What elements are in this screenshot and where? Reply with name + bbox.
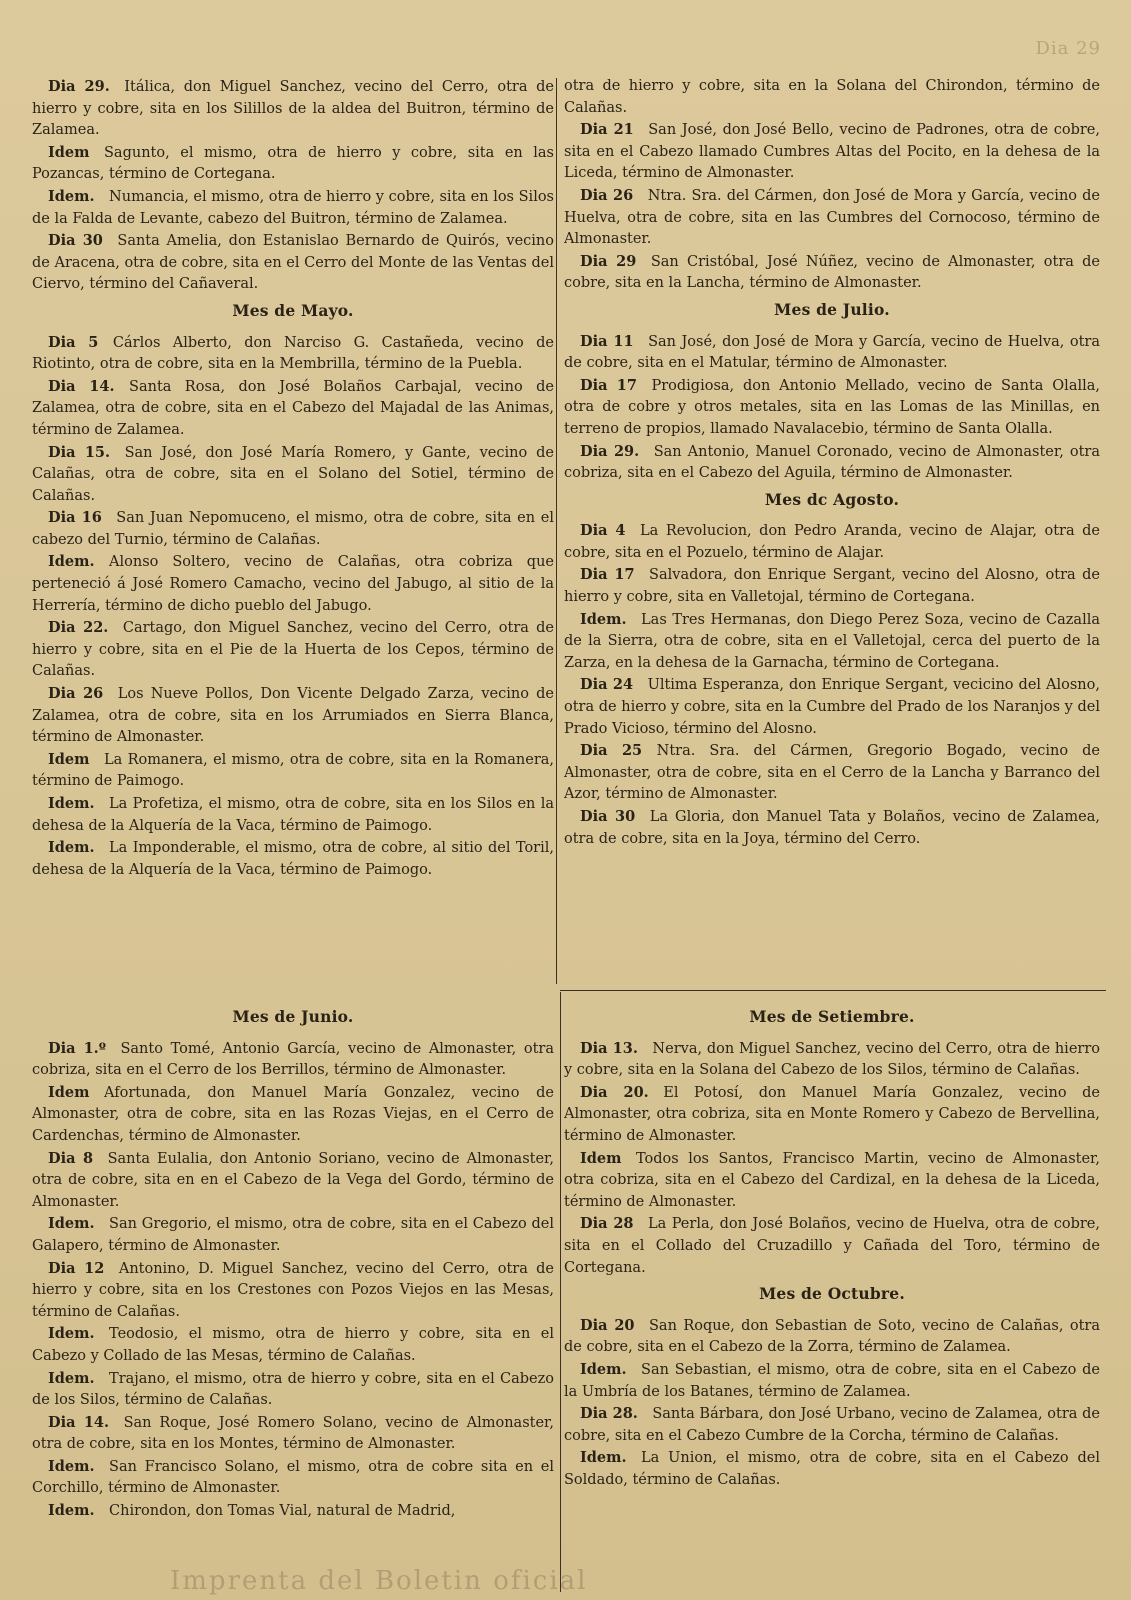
- mine-registry-entry: [32, 1412, 554, 1456]
- mine-registry-entry: [32, 793, 554, 837]
- entry-date: Dia 8: [48, 1149, 94, 1167]
- mine-registry-entry: [32, 332, 554, 376]
- entry-date: Dia 26: [48, 685, 104, 703]
- mine-registry-entry: [564, 1315, 1100, 1359]
- mine-registry-entry: [564, 674, 1100, 740]
- entry-date: Idem.: [48, 1369, 95, 1387]
- mine-registry-entry: [564, 1403, 1100, 1447]
- entry-text: Ultima Esperanza, don Enrique Sergant, vecicino del Alosno, otra de hierro y cobre, sita en la Cumbre del Prado de los Naranjos y del Prado Vicioso, término del Alosno.: [564, 677, 1100, 737]
- entry-date: Dia 11: [580, 332, 634, 350]
- entry-date: Idem.: [48, 1215, 95, 1233]
- entry-date: Dia 14.: [48, 377, 115, 395]
- mine-registry-entry: [32, 551, 554, 617]
- mine-registry-entry: [564, 441, 1100, 485]
- mine-registry-entry: [32, 1323, 554, 1367]
- entry-date: Idem.: [48, 553, 95, 571]
- entry-date: Dia 17: [580, 566, 635, 584]
- entry-date: Dia 28.: [580, 1405, 638, 1423]
- entry-date: Dia 29.: [48, 78, 110, 95]
- bleed-through-header: Dia 29: [1035, 38, 1101, 59]
- entry-text: Santa Eulalia, don Antonio Soriano, vecino de Almonaster, otra de cobre, sita en en el Cabezo de la Vega del Gordo, término de Almonaster.: [32, 1150, 554, 1210]
- mine-registry-entry: [32, 683, 554, 749]
- entry-text: San José, don José Bello, vecino de Padrones, otra de cobre, sita en el Cabezo llamado Cumbres Altas del Pocito, en la dehesa de la Liceda, término de Almonaster.: [564, 122, 1100, 182]
- column-right-lower: [564, 1002, 1100, 1598]
- mine-registry-entry: [564, 520, 1100, 564]
- entry-date: Dia 20.: [580, 1083, 649, 1101]
- mine-registry-entry: [32, 376, 554, 442]
- mine-registry-entry: [32, 1500, 554, 1523]
- mine-registry-entry: [32, 230, 554, 296]
- mine-registry-entry: [564, 1213, 1100, 1279]
- section-lower: [0, 1002, 1131, 1598]
- entry-text: Salvadora, don Enrique Sergant, vecino del Alosno, otra de hierro y cobre, sita en Valletojal, término de Cortegana.: [564, 567, 1100, 606]
- entry-date: Idem.: [48, 1502, 95, 1520]
- entry-date: Idem: [48, 1083, 90, 1101]
- entry-text: Numancia, el mismo, otra de hierro y cobre, sita en los Silos de la Falda de Levante, cabezo del Buitron, término de Zalamea.: [32, 188, 554, 227]
- entry-date: Idem: [48, 750, 90, 768]
- column-left-lower: [32, 1002, 554, 1598]
- entry-text: Ntra. Sra. del Cármen, Gregorio Bogado, vecino de Almonaster, otra de cobre, sita en el Cerro de la Lancha y Barranco del Azor, término de Almonaster.: [564, 743, 1100, 803]
- mine-registry-entry: [32, 1258, 554, 1324]
- entry-date: Dia 29.: [580, 442, 640, 460]
- entry-text: San José, don José de Mora y García, vecino de Huelva, otra de cobre, sita en el Matular, término de Almonaster.: [564, 333, 1100, 372]
- entry-text: Ntra. Sra. del Cármen, don José de Mora y García, vecino de Huelva, otra de cobre, sita en las Cumbres del Cornocoso, término de Almonaster.: [564, 187, 1100, 248]
- entry-text: Chirondon, don Tomas Vial, natural de Madrid,: [109, 1503, 456, 1520]
- mine-registry-entry: [564, 564, 1100, 608]
- entry-text: San Roque, José Romero Solano, vecino de Almonaster, otra de cobre, sita en los Montes, término de Almonaster.: [32, 1414, 554, 1453]
- mine-registry-entry: [564, 806, 1100, 850]
- entry-text: La Profetiza, el mismo, otra de cobre, sita en los Silos en la dehesa de la Alquería de la Vaca, término de Paimogo.: [32, 796, 554, 834]
- entry-date: Dia 14.: [48, 1413, 110, 1431]
- entry-text: Alonso Soltero, vecino de Calañas, otra cobriza que perteneció á José Romero Camacho, vecino del Jabugo, al sitio de la Herrería, término de dicho pueblo del Jabugo.: [32, 554, 554, 614]
- mine-registry-entry: [32, 1148, 554, 1214]
- month-heading: Mes de Junio.: [232, 1007, 354, 1026]
- entry-date: Dia 22.: [48, 619, 109, 637]
- entry-text: Todos los Santos, Francisco Martin, vecino de Almonaster, otra cobriza, sita en el Cabezo del Cardizal, en la dehesa de la Liceda, término de Almonaster.: [564, 1150, 1100, 1210]
- month-heading: Mes de Julio.: [774, 299, 890, 319]
- column-rule-upper: [556, 78, 557, 984]
- mine-registry-entry: [32, 142, 554, 186]
- entry-text: Afortunada, don Manuel María Gonzalez, vecino de Almonaster, otra de cobre, sita en las Rozas Viejas, en el Cerro de Cardenchas, término de Almonaster.: [32, 1084, 554, 1144]
- mine-registry-entry: [32, 749, 554, 793]
- entry-date: Dia 15.: [48, 443, 111, 461]
- mine-registry-entry: [564, 1148, 1100, 1214]
- section-upper: [0, 76, 1131, 992]
- entry-text: Santa Amelia, don Estanislao Bernardo de Quirós, vecino de Aracena, otra de cobre, sita en el Cerro del Monte de las Ventas del Ciervo, término del Cañaveral.: [32, 233, 554, 293]
- mine-registry-entry: [564, 740, 1100, 806]
- entry-date: Idem: [580, 1149, 622, 1167]
- entry-text: La Imponderable, el mismo, otra de cobre, al sitio del Toril, dehesa de la Alquería de la Vaca, término de Paimogo.: [32, 840, 554, 878]
- entry-text: San Francisco Solano, el mismo, otra de cobre sita en el Corchillo, término de Almonaster.: [32, 1458, 554, 1497]
- entry-date: Idem.: [48, 795, 95, 812]
- mine-registry-entry: [564, 1359, 1100, 1403]
- entry-text: Cárlos Alberto, don Narciso G. Castañeda, vecino de Riotinto, otra de cobre, sita en la Membrilla, término de la Puebla.: [32, 334, 554, 373]
- mine-registry-entry: [32, 837, 554, 881]
- month-heading: Mes dc Agosto.: [764, 489, 900, 509]
- entry-date: Dia 1.º: [48, 1039, 106, 1057]
- entry-text: San José, don José María Romero, y Gante, vecino de Calañas, otra de cobre, sita en el Solano del Sotiel, término de Calañas.: [32, 444, 554, 504]
- entry-text: San Sebastian, el mismo, otra de cobre, sita en el Cabezo de la Umbría de los Batanes, término de Zalamea.: [564, 1361, 1100, 1400]
- entry-text: La Perla, don José Bolaños, vecino de Huelva, otra de cobre, sita en el Collado del Cruzadillo y Cañada del Toro, término de Cortegana.: [564, 1216, 1100, 1276]
- entry-text: Sagunto, el mismo, otra de hierro y cobre, sita en las Pozancas, término de Cortegana.: [32, 144, 554, 183]
- entry-text: Teodosio, el mismo, otra de hierro y cobre, sita en el Cabezo y Collado de las Mesas, término de Calañas.: [32, 1326, 554, 1364]
- mine-registry-entry: [564, 1447, 1100, 1491]
- entry-date: Dia 16: [48, 509, 102, 527]
- mine-registry-entry: [32, 76, 554, 142]
- entry-date: Dia 30: [580, 808, 636, 825]
- month-heading: Mes de Octubre.: [759, 1284, 905, 1304]
- month-heading: Mes de Setiembre.: [749, 1007, 915, 1026]
- entry-text: San Gregorio, el mismo, otra de cobre, sita en el Cabezo del Galapero, término de Almonaster.: [32, 1216, 554, 1254]
- bleed-through-footer: Imprenta del Boletin oficial: [170, 1566, 588, 1596]
- mine-registry-entry: [564, 251, 1100, 295]
- mine-registry-entry: [564, 375, 1100, 441]
- column-right-upper: [564, 76, 1100, 992]
- entry-text: otra de hierro y cobre, sita en la Solana del Chirondon, término de Calañas.: [564, 78, 1100, 116]
- entry-text: Santa Rosa, don José Bolaños Carbajal, vecino de Zalamea, otra de cobre, sita en el Cabezo del Majadal de las Animas, término de Zalamea.: [32, 378, 554, 438]
- entry-date: Idem.: [580, 610, 627, 628]
- entry-date: Idem.: [48, 1457, 95, 1475]
- entry-text: San Roque, don Sebastian de Soto, vecino de Calañas, otra de cobre, sita en el Cabezo de la Zorra, término de Zalamea.: [564, 1317, 1100, 1356]
- column-left-upper: [32, 76, 554, 992]
- entry-text: Cartago, don Miguel Sanchez, vecino del Cerro, otra de hierro y cobre, sita en el Pie de la Huerta de los Cepos, término de Calañas.: [32, 620, 554, 680]
- entry-date: Dia 12: [48, 1259, 105, 1277]
- entry-text: Nerva, don Miguel Sanchez, vecino del Cerro, otra de hierro y cobre, sita en la Solana del Cabezo de los Silos, término de Calañas.: [564, 1040, 1100, 1079]
- mine-registry-entry: [32, 1368, 554, 1412]
- entry-date: Dia 25: [580, 742, 643, 760]
- entry-date: Dia 20: [580, 1316, 635, 1334]
- entry-text: Las Tres Hermanas, don Diego Perez Soza, vecino de Cazalla de la Sierra, otra de cobre, sita en el Valletojal, cerca del puerto de la Zarza, en la dehesa de la Garnacha, término de Cortegana.: [564, 611, 1100, 671]
- mine-registry-entry: [32, 186, 554, 230]
- entry-date: Dia 4: [580, 522, 626, 540]
- entry-date: Idem.: [48, 187, 95, 205]
- entry-date: Dia 21: [580, 121, 634, 139]
- mine-registry-entry: [32, 442, 554, 508]
- entry-text: Antonino, D. Miguel Sanchez, vecino del Cerro, otra de hierro y cobre, sita en los Crestones con Pozos Viejos en las Mesas, término de Calañas.: [32, 1260, 554, 1320]
- entry-text: Itálica, don Miguel Sanchez, vecino del Cerro, otra de hierro y cobre, sita en los Silillos de la aldea del Buitron, término de Zalamea.: [32, 79, 554, 139]
- entry-text: Prodigiosa, don Antonio Mellado, vecino de Santa Olalla, otra de cobre y otros metales, sita en las Lomas de las Minillas, en terreno de propios, llamado Navalacebio, término de Santa Olalla.: [564, 377, 1100, 437]
- entry-date: Idem.: [580, 1449, 627, 1467]
- entry-text: La Romanera, el mismo, otra de cobre, sita en la Romanera, término de Paimogo.: [32, 751, 554, 790]
- mine-registry-entry: [564, 331, 1100, 375]
- mine-registry-entry: [564, 1038, 1100, 1082]
- entry-date: Dia 30: [48, 232, 103, 250]
- entry-date: Dia 29: [580, 252, 637, 270]
- section-rule: [560, 990, 1106, 991]
- entry-text: San Antonio, Manuel Coronado, vecino de Almonaster, otra cobriza, sita en el Cabezo del Aguila, término de Almonaster.: [564, 443, 1100, 482]
- month-heading: Mes de Mayo.: [232, 300, 354, 320]
- entry-date: Idem: [48, 143, 90, 161]
- entry-date: Dia 13.: [580, 1039, 638, 1057]
- entry-text: San Cristóbal, José Núñez, vecino de Almonaster, otra de cobre, sita en la Lancha, término de Almonaster.: [564, 253, 1100, 292]
- entry-date: Idem.: [580, 1360, 627, 1378]
- mine-registry-entry: [32, 617, 554, 683]
- entry-date: Dia 28: [580, 1215, 634, 1233]
- mine-registry-entry: [564, 76, 1100, 119]
- entry-text: San Juan Nepomuceno, el mismo, otra de cobre, sita en el cabezo del Turnio, término de Calañas.: [32, 510, 554, 548]
- entry-date: Dia 24: [580, 676, 634, 694]
- mine-registry-entry: [32, 1213, 554, 1257]
- mine-registry-entry: [32, 1038, 554, 1082]
- mine-registry-entry: [32, 1456, 554, 1500]
- entry-text: La Revolucion, don Pedro Aranda, vecino de Alajar, otra de cobre, sita en el Pozuelo, término de Alajar.: [564, 523, 1100, 561]
- mine-registry-entry: [32, 507, 554, 551]
- entry-text: Santa Bárbara, don José Urbano, vecino de Zalamea, otra de cobre, sita en el Cabezo Cumbre de la Corcha, término de Calañas.: [564, 1406, 1100, 1444]
- mine-registry-entry: [564, 119, 1100, 185]
- entry-date: Idem.: [48, 1325, 95, 1343]
- entry-date: Dia 5: [48, 333, 99, 351]
- entry-date: Dia 17: [580, 376, 637, 394]
- entry-text: La Gloria, don Manuel Tata y Bolaños, vecino de Zalamea, otra de cobre, sita en la Joya, término del Cerro.: [564, 809, 1100, 847]
- mine-registry-entry: [564, 185, 1100, 251]
- entry-text: Santo Tomé, Antonio García, vecino de Almonaster, otra cobriza, sita en el Cerro de los Berrillos, término de Almonaster.: [32, 1040, 554, 1079]
- entry-date: Idem.: [48, 839, 95, 857]
- entry-text: La Union, el mismo, otra de cobre, sita en el Cabezo del Soldado, término de Calañas.: [564, 1450, 1100, 1488]
- entry-text: El Potosí, don Manuel María Gonzalez, vecino de Almonaster, otra cobriza, sita en Monte Romero y Cabezo de Bervellina, término de Almonaster.: [564, 1084, 1100, 1144]
- entry-text: Los Nueve Pollos, Don Vicente Delgado Zarza, vecino de Zalamea, otra de cobre, sita en los Arrumiados en Sierra Blanca, término de Almonaster.: [32, 686, 554, 746]
- entry-text: Trajano, el mismo, otra de hierro y cobre, sita en el Cabezo de los Silos, término de Calañas.: [32, 1370, 554, 1409]
- mine-registry-entry: [564, 1082, 1100, 1148]
- mine-registry-entry: [564, 609, 1100, 675]
- mine-registry-entry: [32, 1082, 554, 1148]
- entry-date: Dia 26: [580, 186, 634, 204]
